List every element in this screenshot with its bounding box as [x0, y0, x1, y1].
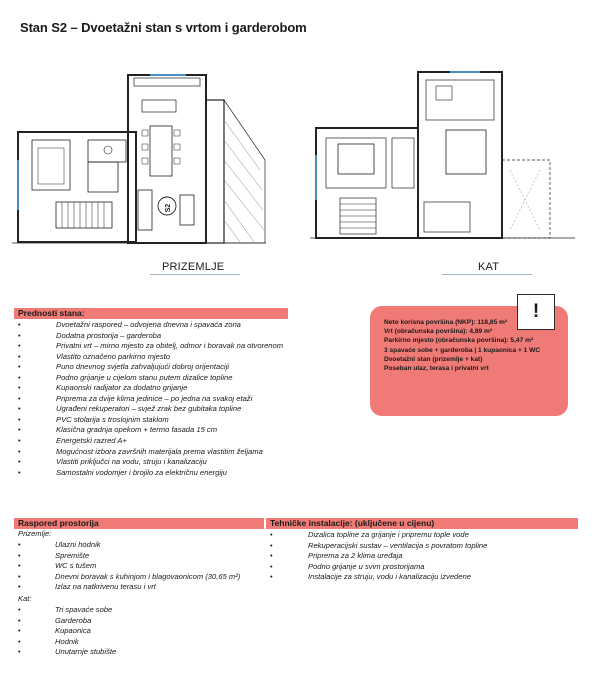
upper-label-underline: [442, 274, 532, 275]
svg-text:S2: S2: [165, 203, 172, 213]
ground-floor-list: [18, 540, 240, 593]
upper-floor-list: [18, 605, 116, 658]
list-item: • Unutarnje stubište: [18, 647, 116, 658]
list-item: • Izlaz na natkrivenu terasu i vrt: [18, 582, 240, 593]
list-item: • Dizalica topline za grijanje i pripremu tople vode: [270, 530, 487, 541]
list-item: • PVC stolarija s troslojnim staklom: [18, 415, 283, 426]
advantages-heading: Prednosti stana:: [14, 308, 288, 319]
list-item: • WC s tušem: [18, 561, 240, 572]
floor-plans: [10, 60, 585, 275]
ground-floor-heading: Prizemlje:: [18, 529, 52, 538]
list-item: • Privatni vrt – mirno mjesto za obitelj, odmor i boravak na otvorenom: [18, 341, 283, 352]
list-item: • Hodnik: [18, 637, 116, 648]
summary-line: Parkirno mjesto (obračunska površina): 5,47 m²: [384, 337, 534, 345]
summary-line: 3 spavaće sobe + garderoba | 1 kupaonica + 1 WC: [384, 346, 541, 354]
list-item: • Priprema za dvije klima jedinice – po jedna na svakoj etaži: [18, 394, 283, 405]
list-item: • Vlastito označeno parkirno mjesto: [18, 352, 283, 363]
list-item: • Garderoba: [18, 616, 116, 627]
page-title: Stan S2 – Dvoetažni stan s vrtom i garderobom: [20, 20, 307, 35]
list-item: • Dvoetažni raspored – odvojena dnevna i spavaća zona: [18, 320, 283, 331]
list-item: • Kupaonski radijator za dodatno grijanje: [18, 383, 283, 394]
ground-label-underline: [150, 274, 240, 275]
list-item: • Rekuperacijski sustav – ventilacija s povratom topline: [270, 541, 487, 552]
list-item: • Vlastiti priključci na vodu, struju i kanalizaciju: [18, 457, 283, 468]
alert-icon: !: [517, 294, 555, 330]
upper-floor-heading: Kat:: [18, 594, 32, 603]
list-item: • Spremište: [18, 551, 240, 562]
ground-floor-plan: [12, 75, 266, 243]
list-item: • Dodatna prostorija – garderoba: [18, 331, 283, 342]
installations-list: [270, 530, 487, 583]
list-item: • Podno grijanje u cijelom stanu putem dizalice topline: [18, 373, 283, 384]
summary-line: Poseban ulaz, terasa i privatni vrt: [384, 365, 489, 373]
installations-heading: Tehničke instalacije: (uključene u cijenu): [266, 518, 578, 529]
upper-floor-plan: [310, 72, 575, 238]
ground-floor-label: PRIZEMLJE: [162, 261, 225, 273]
summary-line: Dvoetažni stan (prizemlje + kat): [384, 355, 483, 363]
list-item: • Mogućnost izbora završnih materijala prema vlastitim željama: [18, 447, 283, 458]
list-item: • Dnevni boravak s kuhinjom i blagovaonicom (30,65 m²): [18, 572, 240, 583]
list-item: • Klasična gradnja opekom + termo fasada 15 cm: [18, 425, 283, 436]
list-item: • Samostalni vodomjer i brojilo za električnu energiju: [18, 468, 283, 479]
layout-heading: Raspored prostorija: [14, 518, 264, 529]
advantages-list: [18, 320, 283, 478]
list-item: • Energetski razred A+: [18, 436, 283, 447]
list-item: • Kupaonica: [18, 626, 116, 637]
list-item: • Ugrađeni rekuperatori – svjež zrak bez gubitaka topline: [18, 404, 283, 415]
list-item: • Instalacije za struju, vodu i kanalizaciju izvedene: [270, 572, 487, 583]
summary-line: Neto korisna površina (NKP): 118,85 m²: [384, 319, 508, 326]
list-item: • Podno grijanje u svim prostorijama: [270, 562, 487, 573]
list-item: • Priprema za 2 klima uređaja: [270, 551, 487, 562]
summary-line: Vrt (obračunska površina): 4,89 m²: [384, 328, 493, 336]
list-item: • Tri spavaće sobe: [18, 605, 116, 616]
list-item: • Ulazni hodnik: [18, 540, 240, 551]
list-item: • Puno dnevnog svjetla zahvaljujući dobroj orijentaciji: [18, 362, 283, 373]
upper-floor-label: KAT: [478, 261, 500, 273]
